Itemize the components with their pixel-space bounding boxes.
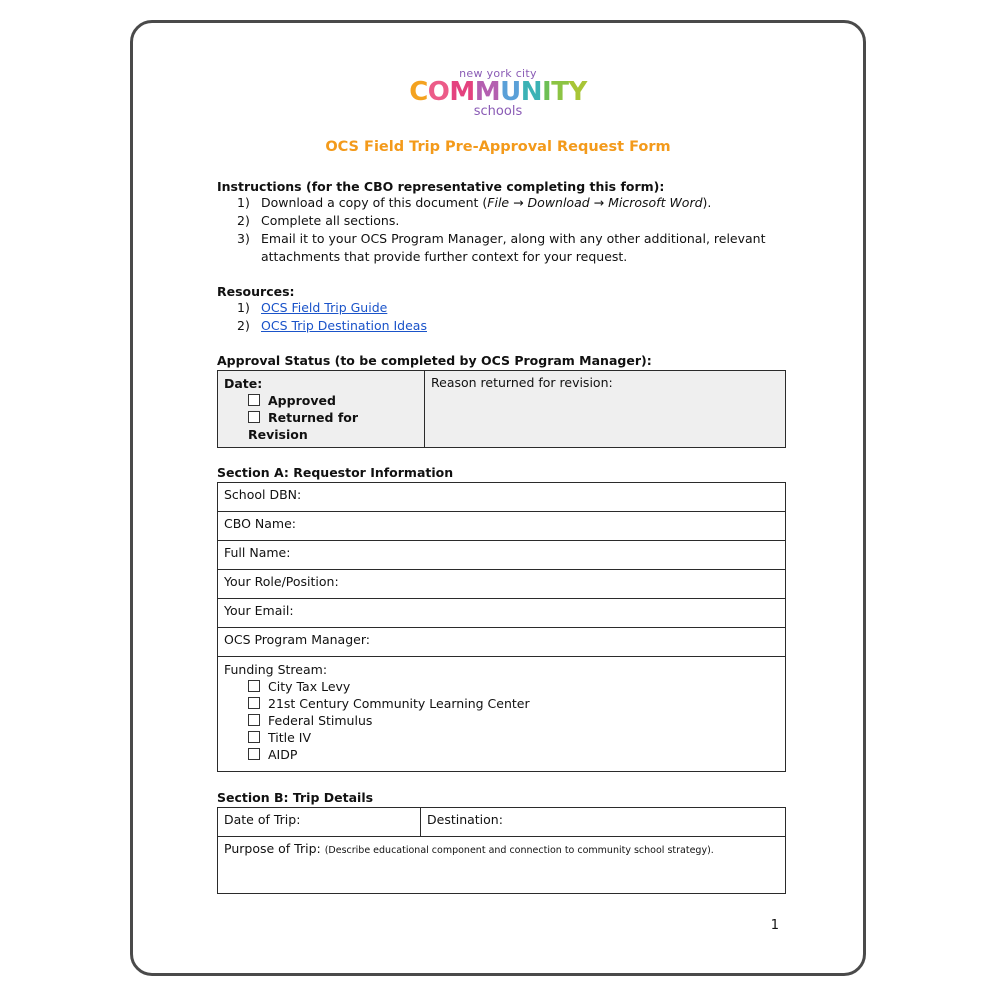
instructions-list — [217, 194, 787, 266]
funding-option-label: Federal Stimulus — [268, 713, 373, 728]
trip-date-field[interactable] — [218, 808, 421, 837]
returned-option[interactable] — [224, 409, 418, 443]
logo-main-text — [133, 79, 863, 105]
logo-letter: N — [520, 77, 543, 107]
funding-checkbox[interactable] — [248, 748, 260, 760]
instruction-text: Download a copy of this document ( — [261, 195, 488, 210]
funding-checkbox[interactable] — [248, 697, 260, 709]
approved-checkbox[interactable] — [248, 394, 260, 406]
funding-stream-label: Funding Stream: — [224, 662, 328, 677]
field-label: Your Role/Position: — [224, 574, 339, 589]
list-item — [217, 317, 787, 335]
list-item — [217, 194, 787, 212]
email-field[interactable] — [218, 599, 786, 628]
funding-checkbox[interactable] — [248, 714, 260, 726]
field-label: Destination: — [427, 812, 503, 827]
cbo-name-field[interactable] — [218, 512, 786, 541]
logo-letter: C — [409, 77, 428, 107]
returned-label: Returned for Revision — [248, 410, 359, 442]
list-number: 1) — [237, 300, 250, 315]
list-number: 2) — [237, 318, 250, 333]
approval-table — [217, 370, 786, 448]
field-trip-guide-link[interactable]: OCS Field Trip Guide — [261, 300, 388, 315]
instructions-heading: Instructions (for the CBO representative completing this form): — [217, 179, 665, 194]
resources-list — [217, 299, 787, 335]
funding-option-label: AIDP — [268, 747, 298, 762]
purpose-label: Purpose of Trip: — [224, 841, 321, 856]
list-item — [217, 212, 787, 230]
purpose-note: (Describe educational component and connection to community school strategy). — [324, 845, 714, 856]
field-label: School DBN: — [224, 487, 302, 502]
funding-option-label: 21st Century Community Learning Center — [268, 696, 530, 711]
list-number: 3) — [237, 231, 250, 246]
instruction-menu-path: File → Download → Microsoft Word — [487, 195, 703, 210]
list-item — [217, 230, 787, 266]
trip-destination-ideas-link[interactable]: OCS Trip Destination Ideas — [261, 318, 427, 333]
logo-letter: I — [542, 77, 552, 107]
instruction-text-end: ). — [702, 195, 712, 210]
school-dbn-field[interactable] — [218, 483, 786, 512]
approval-date-cell[interactable] — [218, 371, 425, 448]
funding-checkbox[interactable] — [248, 731, 260, 743]
list-number: 2) — [237, 213, 250, 228]
funding-checkbox[interactable] — [248, 680, 260, 692]
field-label: Full Name: — [224, 545, 291, 560]
page-number: 1 — [770, 918, 779, 933]
approval-heading: Approval Status (to be completed by OCS Program Manager): — [217, 353, 652, 368]
returned-checkbox[interactable] — [248, 411, 260, 423]
trip-details-table — [217, 807, 786, 894]
form-title: OCS Field Trip Pre-Approval Request Form — [325, 139, 671, 155]
logo-bottom-text: schools — [473, 104, 523, 119]
funding-option[interactable] — [224, 712, 779, 729]
logo-letter: Y — [568, 77, 587, 107]
funding-option[interactable] — [224, 746, 779, 763]
form-content — [217, 179, 787, 894]
community-schools-logo — [133, 68, 863, 118]
destination-field[interactable] — [421, 808, 786, 837]
requestor-table — [217, 482, 786, 772]
field-label: Your Email: — [224, 603, 294, 618]
funding-option[interactable] — [224, 695, 779, 712]
approval-date-label: Date: — [224, 376, 263, 391]
logo-letter: M — [474, 77, 501, 107]
list-number: 1) — [237, 195, 250, 210]
field-label: CBO Name: — [224, 516, 296, 531]
logo-top-text: new york city — [459, 67, 537, 80]
logo-letter: M — [449, 77, 475, 107]
funding-stream-cell — [218, 657, 786, 772]
funding-option[interactable] — [224, 678, 779, 695]
trip-purpose-field[interactable] — [218, 837, 786, 894]
logo-letter: O — [427, 77, 450, 107]
instruction-text: Complete all sections. — [261, 213, 400, 228]
approved-label: Approved — [268, 393, 336, 408]
funding-option-label: City Tax Levy — [268, 679, 351, 694]
resources-heading: Resources: — [217, 284, 295, 299]
full-name-field[interactable] — [218, 541, 786, 570]
document-page — [130, 20, 866, 976]
funding-option-label: Title IV — [268, 730, 311, 745]
field-label: OCS Program Manager: — [224, 632, 370, 647]
logo-letter: U — [500, 77, 521, 107]
field-label: Date of Trip: — [224, 812, 301, 827]
section-a-heading: Section A: Requestor Information — [217, 465, 454, 480]
revision-reason-label: Reason returned for revision: — [431, 375, 613, 390]
instruction-text: Email it to your OCS Program Manager, along with any other additional, relevant attachments that provide further context for your request. — [261, 231, 766, 264]
revision-reason-cell[interactable] — [425, 371, 786, 448]
logo-letter: T — [551, 77, 569, 107]
section-b-heading: Section B: Trip Details — [217, 790, 374, 805]
program-manager-field[interactable] — [218, 628, 786, 657]
role-position-field[interactable] — [218, 570, 786, 599]
list-item — [217, 299, 787, 317]
funding-option[interactable] — [224, 729, 779, 746]
approved-option[interactable] — [224, 392, 418, 409]
